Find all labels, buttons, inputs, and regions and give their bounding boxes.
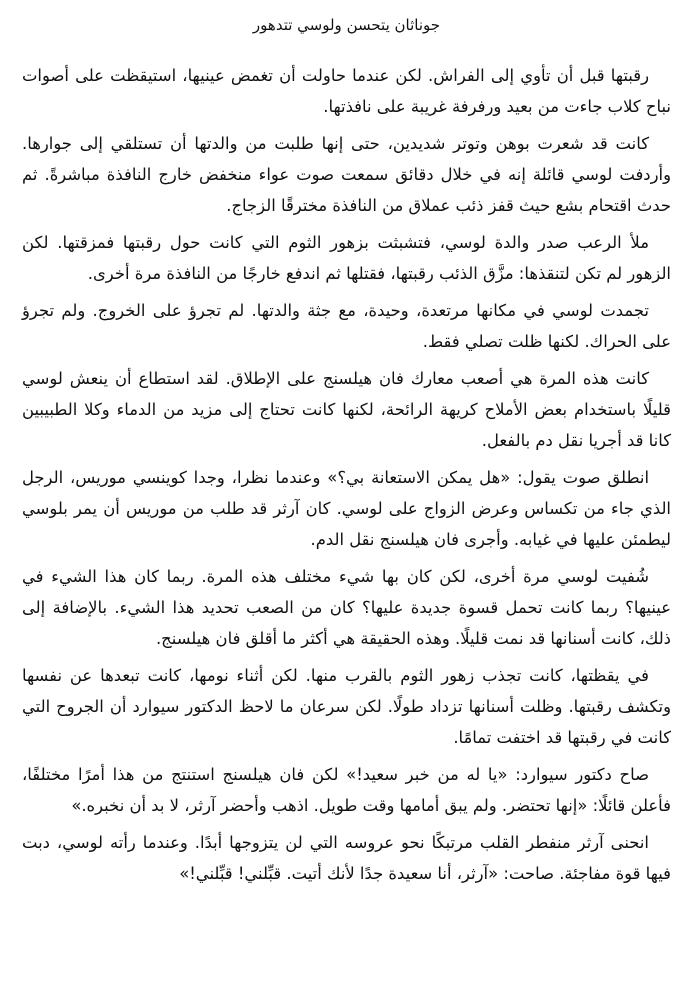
running-header: جوناثان يتحسن ولوسي تتدهور [252, 16, 441, 34]
paragraph: شُفيت لوسي مرة أخرى، لكن كان بها شيء مختلف هذه المرة. ربما كان هذا الشيء في عينيها؟ ربما كانت تحمل قسوة جديدة عليها؟ كان من الصعب تحديد هذا الشيء. بالإضافة إلى ذلك، كانت أسنانها قد نمت قليلًا. وهذه الحقيقة هي أكثر ما أقلق فان هيلسنج. [22, 567, 671, 648]
paragraph: رقبتها قبل أن تأوي إلى الفراش. لكن عندما حاولت أن تغمض عينيها، استيقظت على أصوات نباح كلاب جاءت من بعيد ورفرفة غريبة على نافذتها. [22, 66, 671, 116]
paragraph: في يقظتها، كانت تجذب زهور الثوم بالقرب منها. لكن أثناء نومها، كانت تبعدها عن نفسها وتكشف رقبتها. وظلت أسنانها تزداد طولًا. لكن سرعان ما لاحظ الدكتور سيوارد أن الجروح التي كانت في رقبتها قد اختفت تمامًا. [22, 666, 671, 747]
paragraph: صاح دكتور سيوارد: «يا له من خبر سعيد!» لكن فان هيلسنج استنتج من هذا أمرًا مختلفًا، فأعلن قائلًا: «إنها تحتضر. ولم يبق أمامها وقت طويل. اذهب وأحضر آرثر، لا بد أن نخبره.» [22, 765, 671, 815]
paragraph: كانت قد شعرت بوهن وتوتر شديدين، حتى إنها طلبت من والدتها أن تستلقي إلى جوارها. وأردفت لوسي قائلة إنه في خلال دقائق سمعت صوت عواء منخفض خارج النافذة مباشرةً. ثم حدث اقتحام بشع حيث قفز ذئب عملاق من النافذة مخترقًا الزجاج. [22, 134, 671, 215]
body-text [22, 60, 671, 889]
paragraph: تجمدت لوسي في مكانها مرتعدة، وحيدة، مع جثة والدتها. لم تجرؤ على الخروج. ولم تجرؤ على الحراك. لكنها ظلت تصلي فقط. [22, 301, 671, 351]
paragraph: انطلق صوت يقول: «هل يمكن الاستعانة بي؟» وعندما نظرا، وجدا كوينسي موريس، الرجل الذي جاء من تكساس وعرض الزواج على لوسي. كان آرثر قد طلب من موريس أن يمر بلوسي ليطمئن عليها في غيابه. وأجرى فان هيلسنج نقل الدم. [22, 468, 671, 549]
paragraph: ملأ الرعب صدر والدة لوسي، فتشبثت بزهور الثوم التي كانت حول رقبتها فمزقتها. لكن الزهور لم تكن لتنقذها: مزَّق الذئب رقبتها، فقتلها ثم اندفع خارجًا من النافذة مرة أخرى. [22, 233, 671, 283]
paragraph: كانت هذه المرة هي أصعب معارك فان هيلسنج على الإطلاق. لقد استطاع أن ينعش لوسي قليلًا باستخدام بعض الأملاح كريهة الرائحة، لكنها كانت تحتاج إلى مزيد من الدماء وكلا الطبيبين كانا قد أجريا نقل دم بالفعل. [22, 369, 671, 450]
paragraph: انحنى آرثر منفطر القلب مرتبكًا نحو عروسه التي لن يتزوجها أبدًا. وعندما رأته لوسي، دبت فيها قوة مفاجئة. صاحت: «آرثر، أنا سعيدة جدًا لأنك أتيت. قبِّلني! قبِّلني!» [22, 833, 671, 883]
